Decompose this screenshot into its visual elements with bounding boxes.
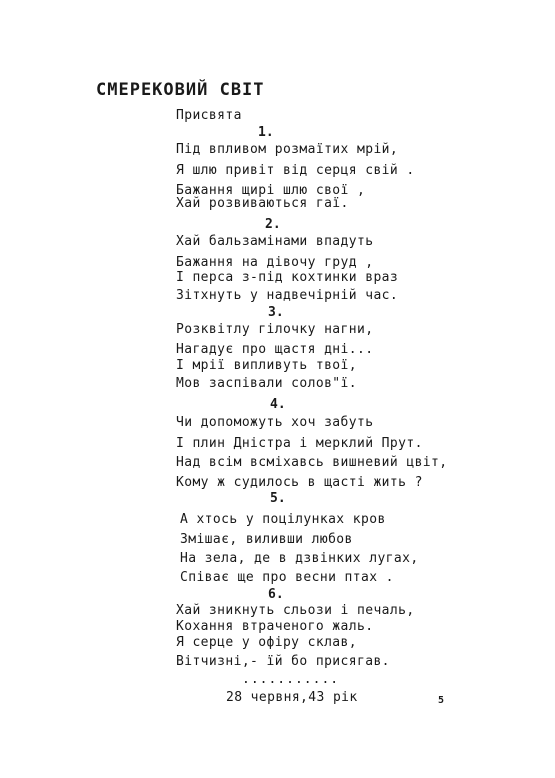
poem-line: Чи допоможуть хоч забуть [176, 415, 374, 430]
poem-line: Бажання щирі шлю свої , [176, 183, 366, 198]
poem-line: Я шлю привіт від серця свій . [176, 163, 415, 178]
page-number: 5 [438, 695, 445, 706]
poem-line: Мов заспівали солов"ї. [176, 376, 357, 391]
poem-line: Хай бальзамінами впадуть [176, 234, 374, 249]
poem-line: І мрії випливуть твої, [176, 358, 357, 373]
poem-date: 28 червня,43 рік [226, 690, 358, 705]
poem-line: Розквітлу гілочку нагни, [176, 322, 374, 337]
poem-line: Співає ще про весни птах . [180, 570, 394, 585]
poem-line: Бажання на дівочу груд , [176, 255, 374, 270]
stanza-number: 5. [270, 491, 286, 506]
stanza-number: 1. [258, 125, 274, 140]
poem-line: Зітхнуть у надвечірній час. [176, 288, 399, 303]
poem-line: Над всім всміхавсь вишневий цвіт, [176, 455, 448, 470]
poem-line: Змішає, виливши любов [180, 532, 353, 547]
poem-line: Кому ж судилось в щасті жить ? [176, 475, 423, 490]
stanza-number: 4. [270, 397, 286, 412]
poem-line: На зела, де в дзвінких лугах, [180, 551, 419, 566]
poem-line: Хай зникнуть сльози і печаль, [176, 603, 415, 618]
poem-line: І перса з-під кохтинки враз [176, 270, 399, 285]
poem-line: Під впливом розмаїтих мрій, [176, 142, 399, 157]
separator-dots: ........... [242, 672, 340, 687]
poem-line: Кохання втраченого жаль. [176, 619, 374, 634]
poem-title: СМЕРЕКОВИЙ СВІТ [96, 80, 265, 100]
poem-line: Хай розвиваються гаї. [176, 196, 349, 211]
stanza-number: 2. [265, 217, 281, 232]
poem-line: Нагадує про щастя дні... [176, 342, 374, 357]
dedication: Присвята [176, 108, 242, 123]
poem-line: І плин Дністра і мерклий Прут. [176, 436, 423, 451]
poem-line: А хтось у поцілунках кров [180, 512, 386, 527]
poem-line: Я серце у офіру склав, [176, 635, 357, 650]
poem-line: Вітчизні,- їй бо присягав. [176, 654, 390, 669]
stanza-number: 6. [268, 587, 284, 602]
stanza-number: 3. [268, 305, 284, 320]
